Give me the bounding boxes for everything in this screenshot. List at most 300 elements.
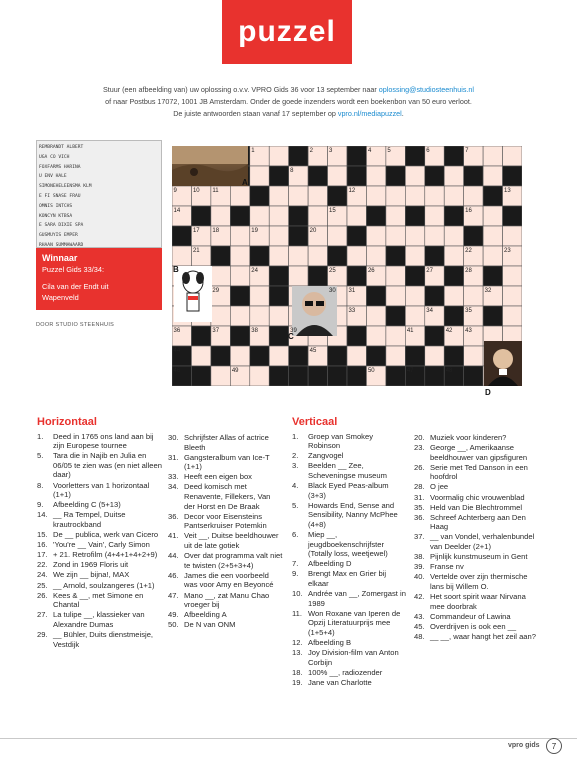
clue-text: O jee: [430, 482, 449, 492]
clue-text: Schreef Achterberg aan Den Haag: [430, 512, 526, 532]
grid-cell: [425, 226, 444, 246]
grid-cell-black: [289, 226, 308, 246]
grid-cell-black: [444, 206, 463, 226]
solution-row: E FI SNASE FRAU: [39, 193, 81, 199]
grid-cell: [386, 286, 405, 306]
clue-text: De N van ONM: [184, 620, 236, 630]
grid-clue-number: 37: [212, 327, 220, 334]
verticaal-col-1: [292, 418, 407, 688]
clue-item: [37, 510, 162, 529]
clue-number: 26.: [37, 590, 48, 600]
clue-number: 49.: [168, 610, 179, 620]
grid-cell-black: [269, 266, 288, 286]
winner-subtitle: Puzzel Gids 33/34:: [42, 265, 105, 274]
clue-text: Andrée van __, Zomergast in 1989: [308, 589, 406, 608]
website-link[interactable]: vpro.nl/mediapuzzel: [337, 109, 402, 118]
grid-cell: [230, 266, 249, 286]
clue-number: 15.: [37, 530, 48, 540]
clue-item: [37, 550, 162, 560]
clue-number: 17.: [37, 550, 48, 560]
grid-cell: [386, 346, 405, 366]
grid-clue-number: 39: [290, 327, 297, 334]
grid-clue-number: 9: [173, 187, 177, 194]
clue-text: Joy Division-film van Anton Corbijn: [308, 648, 399, 667]
clue-number: 37.: [414, 532, 425, 542]
clue-number: 46.: [168, 570, 179, 580]
horizontaal-col-1: [37, 418, 162, 650]
grid-cell-black: [444, 146, 463, 166]
clue-number: 1.: [292, 431, 299, 441]
clue-item: [37, 540, 162, 550]
clue-number: 39.: [414, 562, 425, 572]
grid-cell-black: [230, 326, 249, 346]
clue-text: James die een voorbeeld was voor Amy en Beyoncé: [184, 570, 274, 590]
grid-cell-black: [483, 266, 502, 286]
grid-clue-number: 30: [329, 287, 336, 294]
grid-cell-black: [347, 326, 366, 346]
clue-text: __ Ra Tempel, Duitse krautrockband: [53, 510, 126, 529]
grid-clue-number: 35: [465, 307, 472, 314]
horizontaal-col-2: [168, 433, 283, 630]
solution-row: GUSMUYIS EMPER: [39, 233, 78, 239]
grid-clue-number: 32: [484, 287, 492, 294]
grid-cell: [386, 206, 405, 226]
clue-item: [414, 513, 542, 532]
solution-row: U ENV HALE: [39, 174, 67, 180]
clue-text: Afbeelding B: [308, 638, 352, 648]
clue-item: [414, 572, 542, 591]
clue-item: [37, 570, 162, 580]
grid-cell-black: [191, 366, 210, 386]
clue-text: Jane van Charlotte: [308, 677, 372, 687]
clue-number: 16.: [37, 540, 48, 550]
clue-item: [168, 482, 283, 511]
grid-cell: [503, 226, 522, 246]
clue-text: De __ publica, werk van Cicero: [53, 530, 159, 540]
grid-clue-number: 42: [445, 327, 453, 334]
grid-cell-black: [386, 366, 405, 386]
grid-clue-number: 12: [348, 187, 356, 194]
picture-label-c: C: [288, 332, 294, 341]
grid-cell-black: [230, 286, 249, 306]
grid-cell: [269, 146, 288, 166]
clue-number: 43.: [414, 611, 425, 621]
clue-item: [292, 530, 407, 559]
grid-cell-black: [405, 346, 424, 366]
grid-cell-black: [464, 226, 483, 246]
grid-clue-number: 29: [212, 287, 220, 294]
grid-cell-black: [405, 266, 424, 286]
previous-solution-grid: [36, 140, 162, 248]
grid-clue-number: 16: [465, 207, 472, 214]
clue-text: Afbeelding C (5+13): [53, 500, 121, 510]
clue-item: [292, 432, 407, 451]
grid-cell: [366, 166, 385, 186]
grid-cell: [444, 226, 463, 246]
clue-item: [292, 559, 407, 569]
clue-item: [168, 472, 283, 482]
grid-cell: [211, 206, 230, 226]
grid-clue-number: 25: [329, 267, 336, 274]
grid-cell-black: [347, 266, 366, 286]
grid-cell: [483, 206, 502, 226]
clue-number: 12.: [292, 638, 303, 648]
grid-cell: [405, 186, 424, 206]
clue-number: 35.: [414, 502, 425, 512]
credit-line: DOOR STUDIO STEENHUIS: [36, 322, 115, 328]
clue-number: 1.: [37, 431, 44, 441]
solution-row: FOXFARMS HARINA: [39, 164, 81, 170]
solution-row: REMBRANDT ALBERT: [39, 145, 84, 150]
grid-clue-number: 27: [426, 267, 433, 274]
grid-clue-number: 14: [173, 207, 181, 214]
clue-item: [292, 609, 407, 638]
clue-item: [414, 612, 542, 622]
clue-item: [292, 461, 407, 480]
clue-item: [414, 443, 542, 462]
clue-item: [414, 532, 542, 551]
clue-text: George __, Amerikaanse beeldhouwer van gipsfiguren: [430, 443, 528, 462]
grid-cell-black: [328, 366, 347, 386]
clue-text: Franse nv: [430, 562, 464, 572]
clue-text: __ Bühler, Duits dienstmeisje, Vestdijk: [53, 629, 154, 649]
grid-cell: [269, 186, 288, 206]
grid-cell: [483, 246, 502, 266]
grid-cell-black: [366, 346, 385, 366]
grid-cell-black: [308, 166, 327, 186]
grid-clue-number: 38: [251, 327, 258, 334]
grid-clue-number: 31: [348, 287, 356, 294]
puzzel-logo: puzzel: [222, 0, 352, 64]
grid-cell: [308, 186, 327, 206]
clue-text: 'You're __ Vain', Carly Simon: [53, 540, 150, 550]
grid-clue-number: 50: [367, 367, 375, 374]
winner-box: [36, 248, 162, 310]
clue-item: [292, 589, 407, 608]
grid-cell: [211, 266, 230, 286]
clue-text: Held van Die Blechtrommel: [430, 502, 523, 512]
grid-cell-black: [503, 206, 522, 226]
clue-item: [292, 569, 407, 588]
grid-cell-black: [444, 266, 463, 286]
grid-cell: [308, 206, 327, 226]
grid-cell: [328, 226, 347, 246]
clue-item: [37, 530, 162, 540]
clue-number: 7.: [292, 559, 299, 569]
email-link[interactable]: oplossing@studiosteenhuis.nl: [378, 85, 474, 94]
grid-cell: [464, 346, 483, 366]
grid-cell: [269, 306, 288, 326]
clue-text: Veit __, Duitse beeldhouwer uit de late gotiek: [184, 531, 279, 551]
grid-clue-number: 41: [406, 327, 414, 334]
clue-number: 2.: [292, 451, 299, 461]
grid-clue-number: 10: [192, 187, 200, 194]
grid-cell-black: [250, 346, 269, 366]
clue-number: 31.: [168, 452, 179, 462]
clue-number: 9.: [292, 569, 299, 579]
clue-item: [414, 552, 542, 562]
landscape-painting-icon: [172, 146, 248, 186]
grid-cell: [269, 206, 288, 226]
grid-cell-black: [172, 226, 191, 246]
clue-item: [37, 581, 162, 591]
grid-cell: [289, 266, 308, 286]
grid-cell: [347, 246, 366, 266]
grid-cell-black: [444, 346, 463, 366]
grid-cell-black: [328, 346, 347, 366]
picture-d: [484, 341, 522, 386]
solution-row: OMNIS INTCHS: [39, 203, 73, 209]
clue-number: 36.: [414, 512, 425, 522]
grid-cell-black: [269, 286, 288, 306]
grid-clue-number: 13: [504, 187, 511, 194]
clue-number: 4.: [292, 481, 299, 491]
grid-clue-number: 5: [387, 147, 391, 154]
clue-text: 100% __, radiozender: [308, 667, 383, 677]
grid-clue-number: 8: [290, 167, 294, 174]
grid-cell-black: [425, 286, 444, 306]
grid-clue-number: 48: [445, 367, 453, 374]
grid-cell: [464, 186, 483, 206]
clue-item: [292, 481, 407, 500]
grid-cell-black: [269, 366, 288, 386]
clue-item: [414, 503, 542, 513]
clue-number: 13.: [292, 648, 303, 658]
grid-cell: [269, 226, 288, 246]
clue-number: 23.: [414, 443, 425, 453]
clue-item: [414, 592, 542, 611]
clue-item: [168, 551, 283, 570]
grid-cell-black: [347, 146, 366, 166]
clue-text: Tara die in Najib en Julia en 06/05 te zien was (en niet alleen daar): [53, 451, 162, 480]
grid-cell: [347, 206, 366, 226]
grid-cell: [425, 186, 444, 206]
clue-text: Black Eyed Peas-album (3+3): [308, 481, 389, 500]
grid-clue-number: 46: [173, 367, 181, 374]
clue-text: Over dat programma valt niet te twisten (2+5+3+4): [184, 551, 283, 570]
clue-number: 47.: [168, 590, 179, 600]
clue-item: [37, 481, 162, 500]
clue-text: Afbeelding A: [184, 610, 227, 620]
grid-cell-black: [503, 166, 522, 186]
grid-clue-number: 3: [329, 147, 333, 154]
winner-title: Winnaar: [42, 253, 78, 263]
grid-cell-black: [386, 306, 405, 326]
clue-text: Pijnlijk kunstmuseum in Gent: [430, 552, 528, 562]
clue-item: [37, 610, 162, 629]
verticaal-clue-list-2: [414, 433, 542, 641]
grid-cell: [366, 246, 385, 266]
grid-cell: [503, 266, 522, 286]
grid-cell: [405, 306, 424, 326]
clue-text: Deed in 1765 ons land aan bij zijn Europese tournee: [53, 431, 154, 451]
grid-clue-number: 6: [426, 147, 430, 154]
verticaal-col-2: [414, 433, 542, 642]
grid-cell-black: [483, 186, 502, 206]
clue-text: Beelden __ Zee, Scheveningse museum: [308, 461, 387, 480]
clue-number: 27.: [37, 610, 48, 620]
grid-cell: [483, 146, 502, 166]
clue-number: 24.: [37, 570, 48, 580]
grid-cell-black: [289, 206, 308, 226]
grid-cell-black: [347, 166, 366, 186]
clue-number: 45.: [414, 621, 425, 631]
clue-item: [37, 451, 162, 480]
grid-cell: [366, 226, 385, 246]
clue-text: Gangsteralbum van Ice-T (1+1): [184, 452, 270, 472]
grid-cell-black: [464, 366, 483, 386]
grid-cell-black: [191, 206, 210, 226]
intro-text: Stuur (een afbeelding van) uw oplossing o.v.v. VPRO Gids 36 voor 13 september naar oplossing@studiosteenhuis.nl of naar Postbus 17072, 1001 JB Amsterdam. Onder de goede inzenders wordt een boekenbon van 50 euro verloot. De juiste antwoorden staan vanaf 17 september op vpro.nl/mediapuzzel.: [40, 84, 537, 120]
intro-line1: Stuur (een afbeelding van) uw oplossing o.v.v. VPRO Gids 36 voor 13 september naar: [102, 85, 379, 94]
grid-cell-black: [328, 186, 347, 206]
grid-cell: [269, 346, 288, 366]
clue-item: [414, 622, 542, 632]
clue-number: 6.: [292, 530, 299, 540]
grid-cell: [250, 206, 269, 226]
grid-cell: [405, 246, 424, 266]
grid-clue-number: 15: [329, 207, 336, 214]
clue-text: Zangvogel: [308, 451, 344, 461]
grid-clue-number: 18: [212, 227, 220, 234]
picture-a: [172, 146, 248, 186]
clue-item: [292, 678, 407, 688]
grid-cell: [250, 366, 269, 386]
clue-number: 19.: [292, 677, 303, 687]
grid-cell: [230, 346, 249, 366]
clue-item: [168, 433, 283, 452]
grid-cell-black: [425, 366, 444, 386]
grid-cell: [464, 286, 483, 306]
grid-cell-black: [269, 166, 288, 186]
clue-text: Voorletters van 1 horizontaal (1+1): [53, 480, 150, 500]
clue-text: Groep van Smokey Robinson: [308, 431, 373, 451]
grid-clue-number: 40: [309, 327, 317, 334]
grid-cell-black: [425, 246, 444, 266]
grid-cell-black: [250, 246, 269, 266]
clue-number: 34.: [168, 482, 179, 492]
grid-clue-number: 44: [173, 347, 181, 354]
grid-cell-black: [347, 226, 366, 246]
clue-item: [168, 591, 283, 610]
horizontaal-clue-list-1: [37, 432, 162, 650]
grid-cell: [425, 346, 444, 366]
clue-text: Muziek voor kinderen?: [430, 433, 507, 442]
clue-text: Overdrijven is ook een __: [430, 621, 517, 631]
grid-cell: [366, 186, 385, 206]
clue-item: [414, 493, 542, 503]
clue-number: 3.: [292, 461, 299, 471]
clue-item: [168, 453, 283, 472]
clue-text: Miep __, jeugdboekenschrijfster (Totally loss, weetjewel): [308, 530, 388, 559]
clue-item: [168, 571, 283, 590]
clue-text: Schrijfster Allas of actrice Bleeth: [184, 433, 269, 452]
grid-cell: [230, 186, 249, 206]
grid-clue-number: 34: [426, 307, 433, 314]
grid-clue-number: 21: [192, 247, 200, 254]
grid-cell: [386, 186, 405, 206]
clue-number: 41.: [168, 531, 179, 541]
solution-row: SIMONEHELEENSMA KLM: [39, 184, 92, 190]
grid-clue-number: 43: [465, 327, 472, 334]
grid-cell: [483, 226, 502, 246]
grid-cell: [328, 166, 347, 186]
clue-number: 5.: [37, 451, 44, 461]
clue-item: [168, 512, 283, 531]
grid-cell-black: [366, 286, 385, 306]
grid-clue-number: 20: [309, 227, 317, 234]
grid-cell: [211, 366, 230, 386]
clue-item: [414, 482, 542, 492]
grid-clue-number: 49: [231, 367, 239, 374]
clue-number: 29.: [37, 629, 48, 639]
grid-clue-number: 4: [367, 147, 372, 154]
grid-cell-black: [191, 326, 210, 346]
grid-clue-number: 28: [465, 267, 472, 274]
grid-cell: [444, 186, 463, 206]
clue-number: 40.: [414, 572, 425, 582]
grid-cell-black: [425, 166, 444, 186]
clue-text: Mano __, zat Manu Chao vroeger bij: [184, 590, 270, 610]
clue-text: Commandeur of Lawina: [430, 611, 511, 621]
clue-number: 26.: [414, 462, 425, 472]
clue-item: [37, 591, 162, 610]
grid-clue-number: 24: [251, 267, 258, 274]
picture-label-d: D: [485, 388, 491, 397]
grid-cell: [483, 166, 502, 186]
grid-cell-black: [308, 266, 327, 286]
grid-clue-number: 11: [212, 187, 219, 194]
clue-number: 48.: [414, 631, 425, 641]
grid-cell-black: [269, 326, 288, 346]
portrait-painting-icon: [484, 341, 522, 386]
grid-clue-number: 22: [465, 247, 472, 254]
grid-cell: [405, 166, 424, 186]
solution-row: KONCYN KTBSA: [39, 213, 73, 219]
clue-number: 38.: [414, 552, 425, 562]
clue-text: + 21. Retrofilm (4+4+1+4+2+9): [53, 550, 158, 560]
grid-cell: [230, 246, 249, 266]
clue-text: Deed komisch met Renavente, Fillekers, Van der Horst en De Braak: [184, 482, 271, 511]
page-number: 7: [546, 738, 562, 754]
grid-cell-black: [211, 246, 230, 266]
clue-number: 11.: [292, 608, 302, 618]
grid-cell: [172, 246, 191, 266]
clue-text: Voormalig chic vrouwenblad: [430, 492, 525, 502]
grid-cell: [405, 226, 424, 246]
clue-item: [292, 668, 407, 678]
grid-cell-black: [405, 206, 424, 226]
grid-cell: [405, 286, 424, 306]
clue-item: [414, 463, 542, 482]
grid-cell-black: [464, 166, 483, 186]
grid-cell: [250, 306, 269, 326]
grid-cell: [444, 166, 463, 186]
clue-number: 31.: [414, 492, 425, 502]
grid-cell: [230, 306, 249, 326]
picture-b: [174, 266, 212, 322]
grid-cell: [503, 146, 522, 166]
clue-number: 25.: [37, 580, 48, 590]
horizontaal-title: Horizontaal: [37, 416, 97, 428]
grid-cell: [289, 246, 308, 266]
clue-text: Howards End, Sense and Sensibility, Nanny McPhee (4+8): [308, 500, 398, 529]
grid-cell-black: [308, 366, 327, 386]
grid-clue-number: 45: [309, 347, 317, 354]
clue-item: [292, 648, 407, 667]
grid-cell: [386, 326, 405, 346]
clue-number: 10.: [292, 589, 303, 599]
